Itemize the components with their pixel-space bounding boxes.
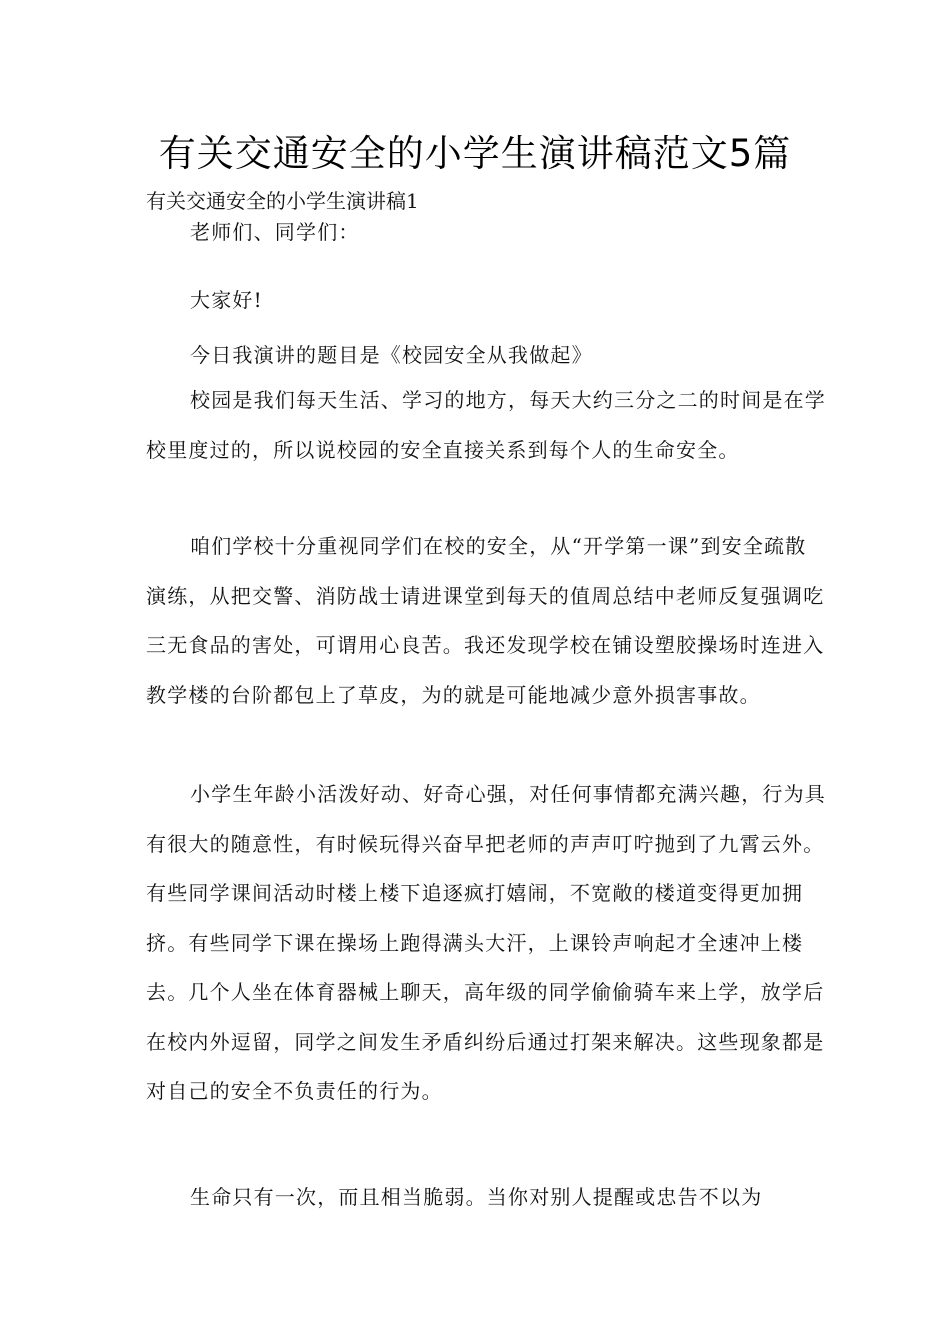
paragraph-campus: 校园是我们每天生活、学习的地方，每天大约三分之二的时间是在学校里度过的，所以说校园的安全直接关系到每个人的生命安全。 [146,388,826,462]
topic-line: 今日我演讲的题目是《校园安全从我做起》 [190,343,593,367]
hello-line: 大家好! [190,288,263,312]
paragraph-student-behavior: 小学生年龄小活泼好动、好奇心强，对任何事情都充满兴趣，行为具有很大的随意性，有时候玩得兴奋早把老师的声声叮咛抛到了九霄云外。有些同学课间活动时楼上楼下追逐疯打嬉闹，不宽敞的楼道变得更加拥挤。有些同学下课在操场上跑得满头大汗，上课铃声响起才全速冲上楼去。几个人坐在体育器械上聊天，高年级的同学偷偷骑车来上学，放学后在校内外逗留，同学之间发生矛盾纠纷后通过打架来解决。这些现象都是对自己的安全不负责任的行为。 [146,782,826,1103]
paragraph-life: 生命只有一次，而且相当脆弱。当你对别人提醒或忠告不以为 [190,1185,763,1209]
paragraph-school-safety: 咱们学校十分重视同学们在校的安全，从“开学第一课”到安全疏散演练，从把交警、消防战士请进课堂到每天的值周总结中老师反复强调吃三无食品的害处，可谓用心良苦。我还发现学校在铺设塑胶操场时连进入教学楼的台阶都包上了草皮，为的就是可能地减少意外损害事故。 [146,534,825,707]
greeting-line: 老师们、同学们： [190,220,360,244]
document-title: 有关交通安全的小学生演讲稿范文5篇 [158,132,792,175]
section-heading: 有关交通安全的小学生演讲稿1 [146,189,419,213]
